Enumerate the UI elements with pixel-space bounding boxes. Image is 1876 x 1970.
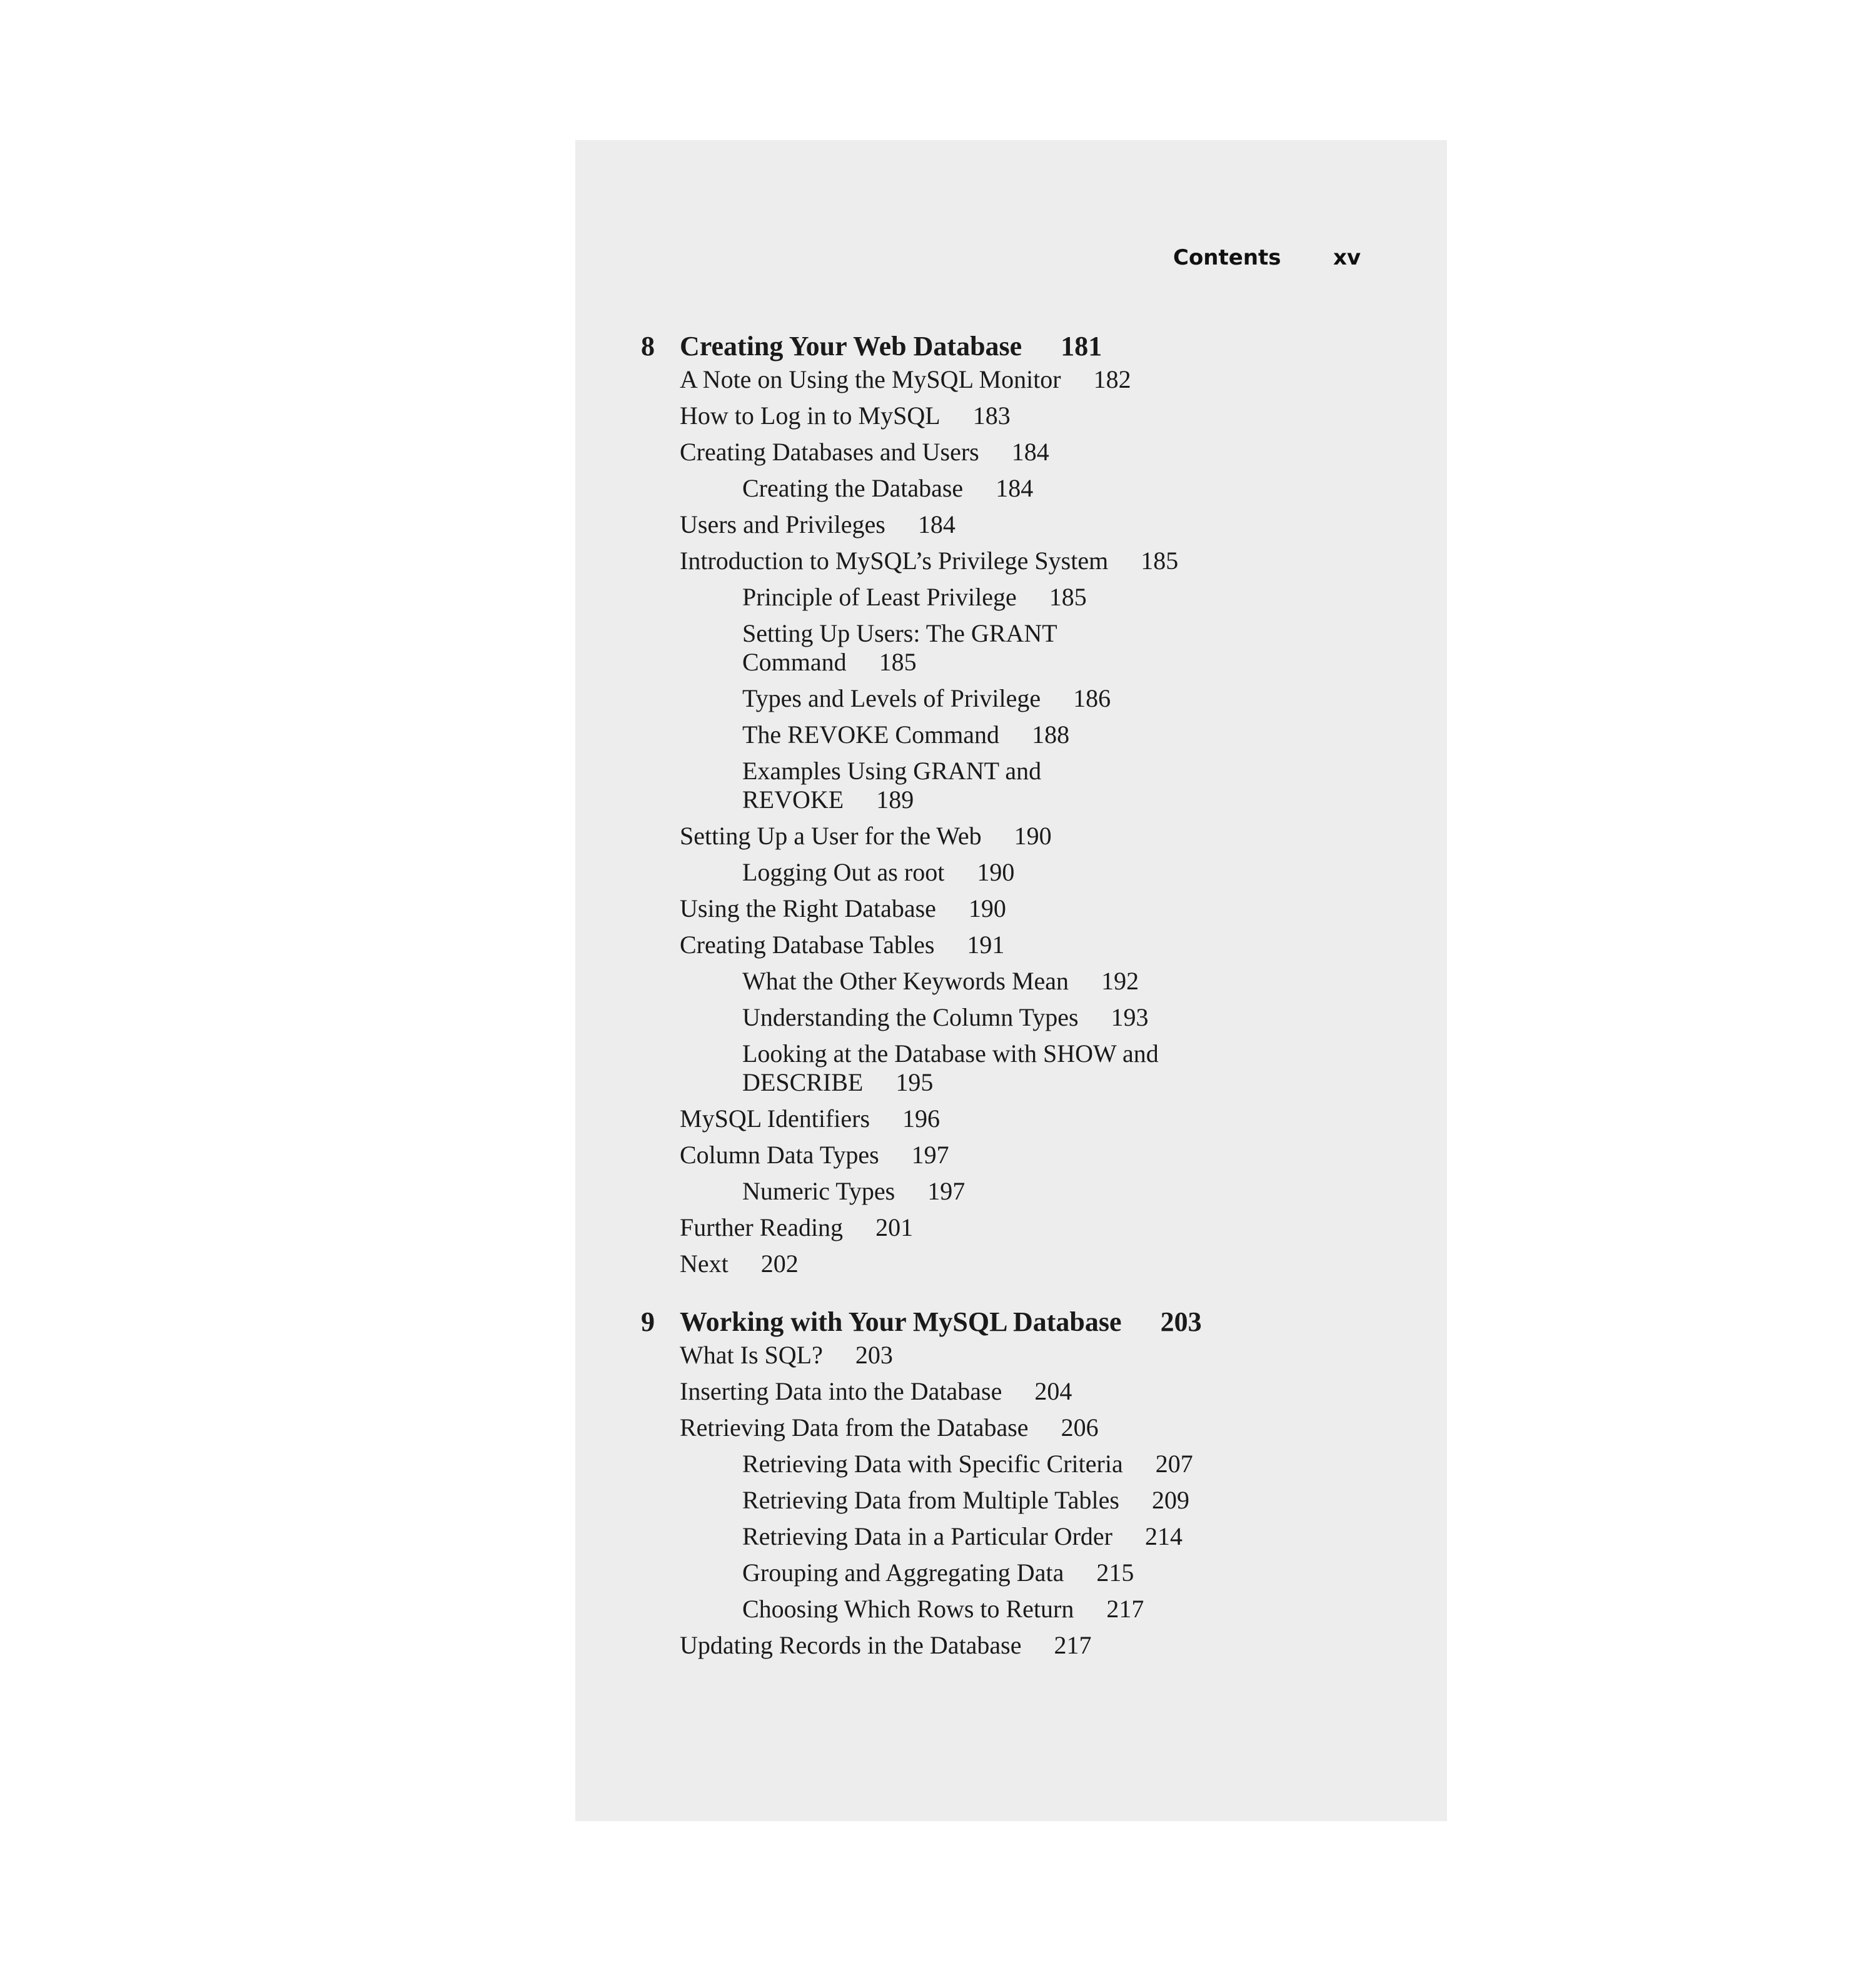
toc-section-entry[interactable] bbox=[575, 1213, 1447, 1242]
entry-title: Using the Right Database bbox=[680, 894, 936, 922]
toc-subsection-entry[interactable] bbox=[575, 1558, 1447, 1587]
toc-subsection-entry[interactable] bbox=[575, 1039, 1447, 1097]
running-head-title: Contents bbox=[1173, 245, 1281, 270]
toc-subsection-entry[interactable] bbox=[575, 684, 1447, 713]
entry-page-number: 182 bbox=[1093, 365, 1131, 393]
entry-title: Setting Up Users: The GRANT Command bbox=[742, 619, 1057, 676]
chapter-page-number: 203 bbox=[1160, 1306, 1202, 1337]
entry-title: Grouping and Aggregating Data bbox=[742, 1558, 1064, 1587]
toc-subsection-entry[interactable] bbox=[575, 1177, 1447, 1206]
toc-subsection-entry[interactable] bbox=[575, 1486, 1447, 1515]
entry-page-number: 214 bbox=[1145, 1522, 1183, 1550]
entry-title: Logging Out as root bbox=[742, 858, 945, 886]
toc-subsection-entry[interactable] bbox=[575, 757, 1447, 814]
entry-title: The REVOKE Command bbox=[742, 720, 1000, 749]
toc-section-entry[interactable] bbox=[575, 510, 1447, 539]
entry-title: Updating Records in the Database bbox=[680, 1631, 1022, 1659]
toc-section-entry[interactable] bbox=[575, 547, 1447, 575]
entry-page-number: 186 bbox=[1073, 684, 1111, 712]
entry-title: Creating Database Tables bbox=[680, 931, 935, 959]
toc-section-entry[interactable] bbox=[575, 402, 1447, 430]
toc-chapter bbox=[575, 328, 1447, 1278]
toc-section-entry[interactable] bbox=[575, 438, 1447, 467]
entry-page-number: 191 bbox=[967, 931, 1005, 959]
entry-page-number: 207 bbox=[1155, 1450, 1193, 1478]
entry-page-number: 190 bbox=[968, 894, 1006, 922]
toc-section-entry[interactable] bbox=[575, 931, 1447, 959]
entry-page-number: 185 bbox=[1049, 583, 1087, 611]
entry-title: Setting Up a User for the Web bbox=[680, 822, 982, 850]
chapter-heading[interactable] bbox=[575, 1303, 1447, 1341]
toc-section-entry[interactable] bbox=[575, 1413, 1447, 1442]
entry-page-number: 190 bbox=[977, 858, 1015, 886]
toc-subsection-entry[interactable] bbox=[575, 1450, 1447, 1478]
chapter-number: 8 bbox=[641, 331, 655, 361]
entry-page-number: 217 bbox=[1054, 1631, 1092, 1659]
book-page bbox=[575, 140, 1447, 1821]
entry-title: Principle of Least Privilege bbox=[742, 583, 1017, 611]
entry-title: Numeric Types bbox=[742, 1177, 895, 1205]
entry-title: Users and Privileges bbox=[680, 510, 885, 538]
entry-title: Creating Databases and Users bbox=[680, 438, 979, 466]
chapter-page-number: 181 bbox=[1061, 331, 1102, 361]
entry-title: Further Reading bbox=[680, 1213, 844, 1241]
entry-page-number: 202 bbox=[760, 1250, 799, 1278]
toc-subsection-entry[interactable] bbox=[575, 583, 1447, 612]
entry-page-number: 215 bbox=[1096, 1558, 1134, 1587]
toc-section-entry[interactable] bbox=[575, 1141, 1447, 1169]
toc-subsection-entry[interactable] bbox=[575, 858, 1447, 887]
table-of-contents bbox=[575, 328, 1447, 1685]
toc-section-entry[interactable] bbox=[575, 1250, 1447, 1278]
toc-section-entry[interactable] bbox=[575, 1377, 1447, 1406]
toc-subsection-entry[interactable] bbox=[575, 967, 1447, 996]
entry-page-number: 184 bbox=[1011, 438, 1049, 466]
entry-title: MySQL Identifiers bbox=[680, 1104, 870, 1133]
running-head bbox=[575, 245, 1447, 283]
toc-subsection-entry[interactable] bbox=[575, 1522, 1447, 1551]
entry-page-number: 192 bbox=[1101, 967, 1139, 995]
entry-title: Understanding the Column Types bbox=[742, 1003, 1079, 1031]
entry-title: Types and Levels of Privilege bbox=[742, 684, 1041, 712]
toc-subsection-entry[interactable] bbox=[575, 474, 1447, 503]
entry-page-number: 217 bbox=[1106, 1595, 1144, 1623]
entry-title: Creating the Database bbox=[742, 474, 964, 502]
entry-title: Column Data Types bbox=[680, 1141, 879, 1169]
toc-section-entry[interactable] bbox=[575, 822, 1447, 851]
entry-page-number: 206 bbox=[1061, 1413, 1099, 1442]
toc-subsection-entry[interactable] bbox=[575, 1595, 1447, 1624]
toc-subsection-entry[interactable] bbox=[575, 1003, 1447, 1032]
entry-title: Retrieving Data from the Database bbox=[680, 1413, 1029, 1442]
toc-section-entry[interactable] bbox=[575, 1104, 1447, 1133]
chapter-title: Working with Your MySQL Database bbox=[680, 1306, 1122, 1337]
entry-title: Inserting Data into the Database bbox=[680, 1377, 1002, 1405]
entry-title: Examples Using GRANT and REVOKE bbox=[742, 757, 1042, 814]
entry-page-number: 195 bbox=[895, 1068, 934, 1096]
toc-subsection-entry[interactable] bbox=[575, 720, 1447, 749]
entry-page-number: 196 bbox=[902, 1104, 941, 1133]
entry-page-number: 185 bbox=[879, 648, 917, 676]
entry-page-number: 197 bbox=[911, 1141, 949, 1169]
chapter-heading[interactable] bbox=[575, 328, 1447, 365]
entry-title: Looking at the Database with SHOW and DESCRIBE bbox=[742, 1039, 1159, 1096]
entry-page-number: 185 bbox=[1141, 547, 1179, 575]
entry-title: How to Log in to MySQL bbox=[680, 402, 941, 430]
chapter-title-line bbox=[680, 328, 1102, 365]
entry-page-number: 193 bbox=[1111, 1003, 1149, 1031]
entry-title: Choosing Which Rows to Return bbox=[742, 1595, 1074, 1623]
chapter-number: 9 bbox=[641, 1306, 655, 1337]
entry-page-number: 184 bbox=[917, 510, 956, 538]
entry-title: What the Other Keywords Mean bbox=[742, 967, 1069, 995]
toc-section-entry[interactable] bbox=[575, 894, 1447, 923]
toc-chapter bbox=[575, 1303, 1447, 1660]
entry-page-number: 197 bbox=[927, 1177, 966, 1205]
entry-page-number: 188 bbox=[1032, 720, 1070, 749]
entry-page-number: 189 bbox=[876, 785, 914, 814]
entry-page-number: 203 bbox=[855, 1341, 893, 1369]
chapter-title: Creating Your Web Database bbox=[680, 331, 1022, 361]
entry-page-number: 184 bbox=[996, 474, 1034, 502]
entry-title: A Note on Using the MySQL Monitor bbox=[680, 365, 1061, 393]
toc-section-entry[interactable] bbox=[575, 1631, 1447, 1660]
toc-section-entry[interactable] bbox=[575, 365, 1447, 394]
entry-title: What Is SQL? bbox=[680, 1341, 823, 1369]
entry-title: Retrieving Data in a Particular Order bbox=[742, 1522, 1112, 1550]
entry-title: Next bbox=[680, 1250, 729, 1278]
chapter-title-line bbox=[680, 1303, 1202, 1341]
entry-page-number: 183 bbox=[972, 402, 1011, 430]
entry-title: Retrieving Data with Specific Criteria bbox=[742, 1450, 1123, 1478]
entry-title: Retrieving Data from Multiple Tables bbox=[742, 1486, 1119, 1514]
entry-page-number: 204 bbox=[1034, 1377, 1072, 1405]
entry-page-number: 209 bbox=[1152, 1486, 1189, 1514]
running-head-page-number: xv bbox=[1333, 245, 1361, 270]
entry-title: Introduction to MySQL’s Privilege System bbox=[680, 547, 1109, 575]
toc-subsection-entry[interactable] bbox=[575, 619, 1447, 677]
entry-page-number: 201 bbox=[875, 1213, 914, 1241]
entry-page-number: 190 bbox=[1014, 822, 1052, 850]
toc-section-entry[interactable] bbox=[575, 1341, 1447, 1370]
